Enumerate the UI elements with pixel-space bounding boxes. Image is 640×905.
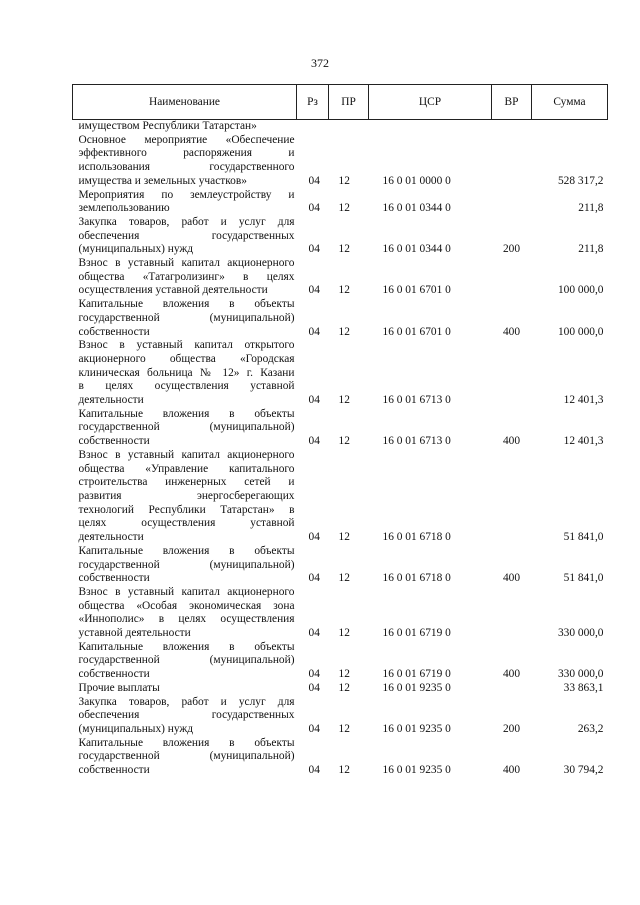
row-name-line: имуществом Республики Татарстан» — [78, 120, 257, 132]
row-rz: 04 — [308, 531, 320, 544]
row-csr: 16 0 01 6713 0 — [382, 394, 451, 407]
row-name — [73, 449, 297, 545]
row-rz — [297, 120, 329, 134]
row-name — [73, 586, 297, 641]
row-pr — [329, 120, 369, 134]
row-name-line: эффективного распоряжения и — [78, 147, 295, 160]
row-vr — [492, 449, 532, 545]
row-name-line: «Иннополис» в целях осуществления — [78, 613, 295, 626]
row-pr: 12 — [338, 394, 350, 407]
row-rz: 04 — [308, 668, 320, 681]
row-name-line: акционерного общества «Городская — [78, 352, 295, 365]
row-name-line: Основное мероприятие «Обеспечение — [78, 133, 295, 146]
row-pr: 12 — [338, 435, 350, 448]
row-csr: 16 0 01 6719 0 — [382, 627, 451, 640]
header-name: Наименование — [73, 85, 297, 120]
row-pr: 12 — [338, 572, 350, 585]
row-name-line: собственности — [78, 572, 150, 585]
row-rz: 04 — [308, 174, 320, 187]
row-csr: 16 0 01 6701 0 — [382, 325, 451, 338]
row-vr: 400 — [502, 764, 521, 777]
row-csr: 16 0 01 6719 0 — [382, 668, 451, 681]
row-csr: 16 0 01 9235 0 — [382, 722, 451, 735]
table-row — [73, 641, 608, 682]
row-csr: 16 0 01 0344 0 — [382, 243, 451, 256]
row-name-line: обеспечения государственных — [78, 229, 295, 242]
row-csr: 16 0 01 6713 0 — [382, 435, 451, 448]
row-name-line: Закупка товаров, работ и услуг для — [78, 695, 295, 708]
row-pr: 12 — [338, 668, 350, 681]
row-vr: 400 — [502, 325, 521, 338]
page-number: 372 — [311, 56, 329, 70]
row-rz: 04 — [308, 627, 320, 640]
row-name-line: Капитальные вложения в объекты — [78, 407, 295, 420]
row-pr: 12 — [338, 722, 350, 735]
header-pr: ПР — [329, 85, 369, 120]
table-row — [73, 189, 608, 216]
table-row — [73, 586, 608, 641]
row-name-line: (муниципальных) нужд — [78, 722, 194, 735]
header-csr: ЦСР — [369, 85, 492, 120]
row-rz: 04 — [308, 681, 320, 694]
row-vr: 200 — [502, 243, 521, 256]
row-vr — [492, 682, 532, 696]
row-csr: 16 0 01 0344 0 — [382, 202, 451, 215]
row-name-line: общества «Управление капитального — [78, 462, 295, 475]
row-csr: 16 0 01 6718 0 — [382, 572, 451, 585]
row-name — [73, 545, 297, 586]
table-row — [73, 120, 608, 134]
row-sum: 211,8 — [578, 202, 604, 215]
row-name-line: Взнос в уставный капитал акционерного — [78, 585, 295, 598]
row-sum: 263,2 — [577, 722, 604, 735]
row-rz: 04 — [308, 284, 320, 297]
row-name-line: государственной (муниципальной) — [78, 311, 295, 324]
row-name-line: клиническая больница № 12» г. Казани — [78, 366, 295, 379]
row-vr — [492, 189, 532, 216]
row-sum: 30 794,2 — [563, 764, 604, 777]
row-name-line: Закупка товаров, работ и услуг для — [78, 215, 295, 228]
row-name-line: собственности — [78, 325, 150, 338]
row-name-line: уставной деятельности — [78, 627, 191, 640]
row-name-line: деятельности — [78, 531, 144, 544]
row-name — [73, 682, 297, 696]
row-sum — [532, 120, 608, 134]
row-name-line: использования государственного — [78, 161, 295, 174]
row-rz: 04 — [308, 394, 320, 407]
row-name-line: Капитальные вложения в объекты — [78, 736, 295, 749]
table-row — [73, 545, 608, 586]
row-pr: 12 — [338, 174, 350, 187]
row-sum: 330 000,0 — [557, 668, 604, 681]
table-row — [73, 449, 608, 545]
row-name — [73, 189, 297, 216]
row-name-line: Мероприятия по землеустройству и — [78, 188, 295, 201]
row-csr: 16 0 01 9235 0 — [382, 764, 451, 777]
row-pr: 12 — [338, 531, 350, 544]
row-rz: 04 — [308, 572, 320, 585]
table-row — [73, 737, 608, 778]
row-name — [73, 257, 297, 298]
row-pr: 12 — [338, 243, 350, 256]
row-vr — [492, 134, 532, 189]
table-row — [73, 682, 608, 696]
row-name-line: технологий Республики Татарстан» в — [78, 503, 295, 516]
budget-table — [72, 84, 608, 778]
row-name-line: государственной (муниципальной) — [78, 654, 295, 667]
row-name-line: Капитальные вложения в объекты — [78, 298, 295, 311]
table-row — [73, 257, 608, 298]
row-name — [73, 298, 297, 339]
row-name-line: строительства инженерных сетей и — [78, 476, 295, 489]
row-rz: 04 — [308, 243, 320, 256]
row-sum: 330 000,0 — [557, 627, 604, 640]
row-sum: 33 863,1 — [563, 681, 604, 694]
row-pr: 12 — [338, 284, 350, 297]
row-rz: 04 — [308, 202, 320, 215]
row-name-line: (муниципальных) нужд — [78, 243, 194, 256]
row-sum: 100 000,0 — [557, 325, 604, 338]
row-name-line: в целях осуществления уставной — [78, 380, 295, 393]
row-pr: 12 — [338, 627, 350, 640]
header-sum: Сумма — [532, 85, 608, 120]
header-rz: Рз — [297, 85, 329, 120]
row-csr: 16 0 01 9235 0 — [382, 681, 451, 694]
row-rz: 04 — [308, 435, 320, 448]
row-name-line: имущества и земельных участков» — [78, 174, 247, 187]
row-vr — [492, 586, 532, 641]
row-sum: 100 000,0 — [557, 284, 604, 297]
row-name — [73, 641, 297, 682]
row-name-line: государственной (муниципальной) — [78, 750, 295, 763]
row-name-line: общества «Особая экономическая зона — [78, 599, 295, 612]
row-sum: 51 841,0 — [563, 531, 604, 544]
row-vr: 400 — [502, 668, 521, 681]
row-csr: 16 0 01 6718 0 — [382, 531, 451, 544]
row-name-line: собственности — [78, 764, 150, 777]
row-name-line: обеспечения государственных — [78, 709, 295, 722]
row-sum: 12 401,3 — [563, 394, 604, 407]
table-header — [73, 85, 608, 120]
table-row — [73, 696, 608, 737]
table-row — [73, 408, 608, 449]
row-name — [73, 134, 297, 189]
row-name-line: Капитальные вложения в объекты — [78, 544, 295, 557]
row-name — [73, 339, 297, 408]
row-name — [73, 737, 297, 778]
row-vr — [492, 257, 532, 298]
row-vr — [492, 120, 532, 134]
row-csr — [369, 120, 492, 134]
row-name — [73, 696, 297, 737]
row-rz: 04 — [308, 722, 320, 735]
row-name-line: землепользованию — [78, 202, 170, 215]
row-vr: 400 — [502, 435, 521, 448]
row-name-line: общества «Татагролизинг» в целях — [78, 270, 295, 283]
table-body — [73, 120, 608, 778]
table-row — [73, 134, 608, 189]
row-name-line: деятельности — [78, 394, 144, 407]
row-vr: 200 — [502, 722, 521, 735]
row-pr: 12 — [338, 202, 350, 215]
row-name — [73, 120, 297, 134]
row-sum: 12 401,3 — [563, 435, 604, 448]
row-pr: 12 — [338, 764, 350, 777]
row-csr: 16 0 01 0000 0 — [382, 174, 451, 187]
table-row — [73, 298, 608, 339]
row-csr: 16 0 01 6701 0 — [382, 284, 451, 297]
row-name — [73, 408, 297, 449]
header-vr: ВР — [492, 85, 532, 120]
table-row — [73, 339, 608, 408]
row-sum: 211,8 — [578, 243, 604, 256]
row-name-line: государственной (муниципальной) — [78, 421, 295, 434]
table-row — [73, 216, 608, 257]
row-vr: 400 — [502, 572, 521, 585]
row-pr: 12 — [338, 325, 350, 338]
row-sum: 528 317,2 — [557, 174, 604, 187]
row-sum: 51 841,0 — [563, 572, 604, 585]
row-name-line: осуществления уставной деятельности — [78, 284, 268, 297]
row-name-line: Капитальные вложения в объекты — [78, 640, 295, 653]
row-name-line: Взнос в уставный капитал акционерного — [78, 448, 295, 461]
row-name-line: собственности — [78, 668, 150, 681]
row-name-line: Взнос в уставный капитал открытого — [78, 339, 295, 352]
row-name-line: государственной (муниципальной) — [78, 558, 295, 571]
row-rz: 04 — [308, 325, 320, 338]
row-pr: 12 — [338, 681, 350, 694]
row-rz: 04 — [308, 764, 320, 777]
row-name-line: целях осуществления уставной — [78, 517, 295, 530]
row-name-line: развития энергосберегающих — [78, 489, 295, 502]
row-name-line: Прочие выплаты — [78, 681, 160, 694]
row-vr — [492, 339, 532, 408]
row-name — [73, 216, 297, 257]
row-name-line: собственности — [78, 435, 150, 448]
row-name-line: Взнос в уставный капитал акционерного — [78, 257, 295, 270]
